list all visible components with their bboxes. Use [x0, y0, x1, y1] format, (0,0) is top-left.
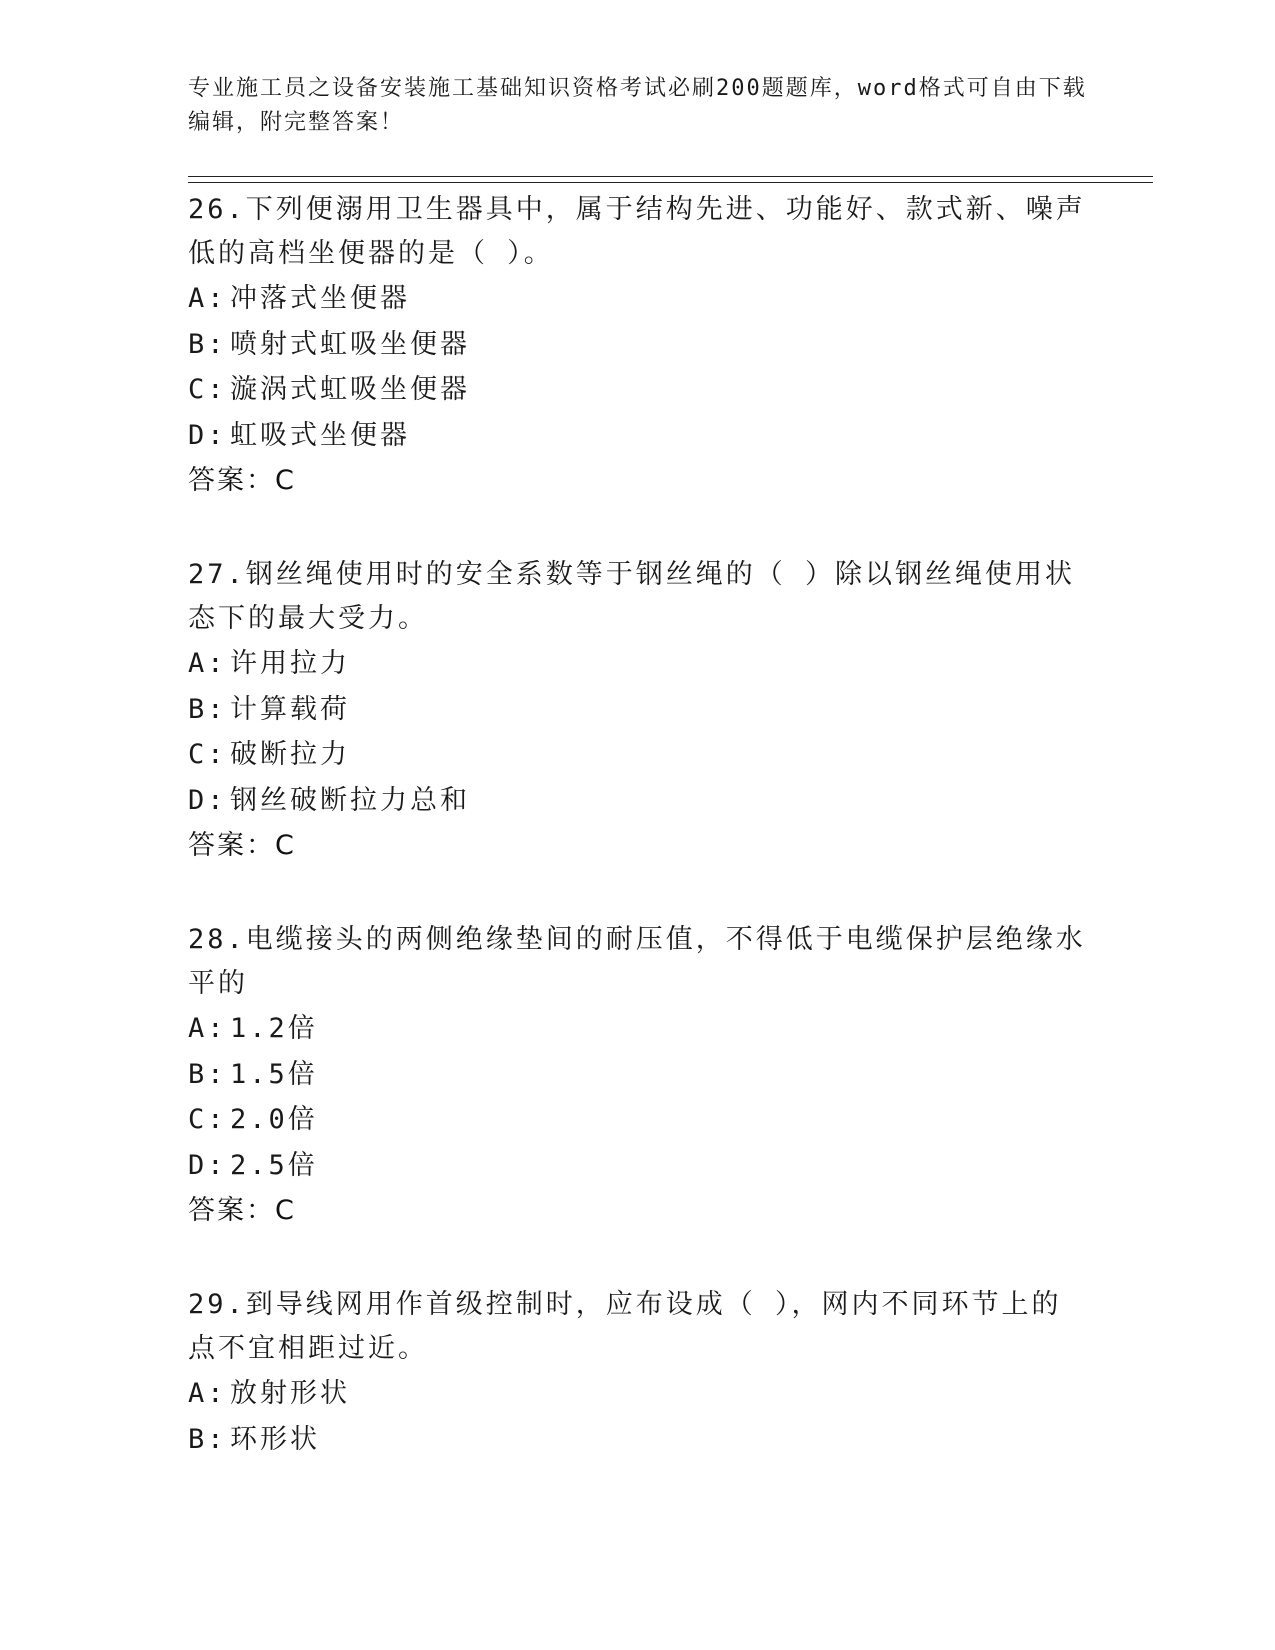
option-letter: D: — [188, 419, 227, 451]
option-text: 破断拉力 — [230, 739, 350, 770]
option-text: 2.5倍 — [230, 1149, 318, 1181]
option-letter: A: — [188, 648, 227, 679]
option-d — [188, 413, 1088, 459]
option-text: 环形状 — [230, 1423, 320, 1455]
option-letter: B: — [188, 1423, 227, 1455]
option-a — [188, 1371, 1088, 1417]
option-b — [188, 1052, 1088, 1098]
option-text: 漩涡式虹吸坐便器 — [230, 374, 470, 405]
option-letter: C: — [188, 739, 227, 770]
header-divider-top — [188, 176, 1153, 177]
option-letter: B: — [188, 328, 227, 360]
question-26 — [188, 188, 1088, 504]
option-c — [188, 732, 1088, 778]
option-b — [188, 1417, 1088, 1463]
question-stem: 28.电缆接头的两侧绝缘垫间的耐压值，不得低于电缆保护层绝缘水平的 — [188, 924, 1086, 999]
option-text: 1.2倍 — [230, 1013, 318, 1044]
option-letter: B: — [188, 693, 227, 725]
option-a — [188, 276, 1088, 322]
option-letter: D: — [188, 1149, 227, 1181]
answer-line: 答案：C — [188, 465, 296, 496]
option-text: 冲落式坐便器 — [230, 283, 410, 314]
answer-line: 答案：C — [188, 1195, 296, 1226]
answer-line: 答案：C — [188, 830, 296, 861]
option-letter: C: — [188, 374, 227, 405]
option-letter: B: — [188, 1058, 227, 1090]
option-letter: A: — [188, 1378, 227, 1409]
option-c — [188, 367, 1088, 413]
option-letter: A: — [188, 1013, 227, 1044]
option-text: 计算载荷 — [230, 693, 350, 725]
option-a — [188, 641, 1088, 687]
option-text: 喷射式虹吸坐便器 — [230, 328, 470, 360]
option-d — [188, 778, 1088, 824]
question-29 — [188, 1283, 1088, 1462]
option-d — [188, 1143, 1088, 1189]
option-letter: D: — [188, 784, 227, 816]
question-stem: 27.钢丝绳使用时的安全系数等于钢丝绳的（ ）除以钢丝绳使用状态下的最大受力。 — [188, 559, 1076, 634]
option-text: 许用拉力 — [230, 648, 350, 679]
question-stem: 29.到导线网用作首级控制时，应布设成（ ），网内不同环节上的点不宜相距过近。 — [188, 1289, 1062, 1364]
question-27 — [188, 553, 1088, 869]
option-text: 2.0倍 — [230, 1104, 318, 1135]
option-text: 虹吸式坐便器 — [230, 419, 410, 451]
option-c — [188, 1097, 1088, 1143]
option-letter: A: — [188, 283, 227, 314]
question-28 — [188, 918, 1088, 1234]
option-a — [188, 1006, 1088, 1052]
document-header: 专业施工员之设备安装施工基础知识资格考试必刷200题题库，word格式可自由下载编辑，附完整答案！ — [188, 76, 1087, 135]
option-text: 1.5倍 — [230, 1058, 318, 1090]
option-text: 钢丝破断拉力总和 — [230, 784, 470, 816]
header-divider-bottom — [188, 182, 1153, 183]
option-text: 放射形状 — [230, 1378, 350, 1409]
option-letter: C: — [188, 1104, 227, 1135]
option-b — [188, 322, 1088, 368]
question-stem: 26.下列便溺用卫生器具中，属于结构先进、功能好、款式新、噪声低的高档坐便器的是（ ）。 — [188, 194, 1086, 269]
option-b — [188, 687, 1088, 733]
